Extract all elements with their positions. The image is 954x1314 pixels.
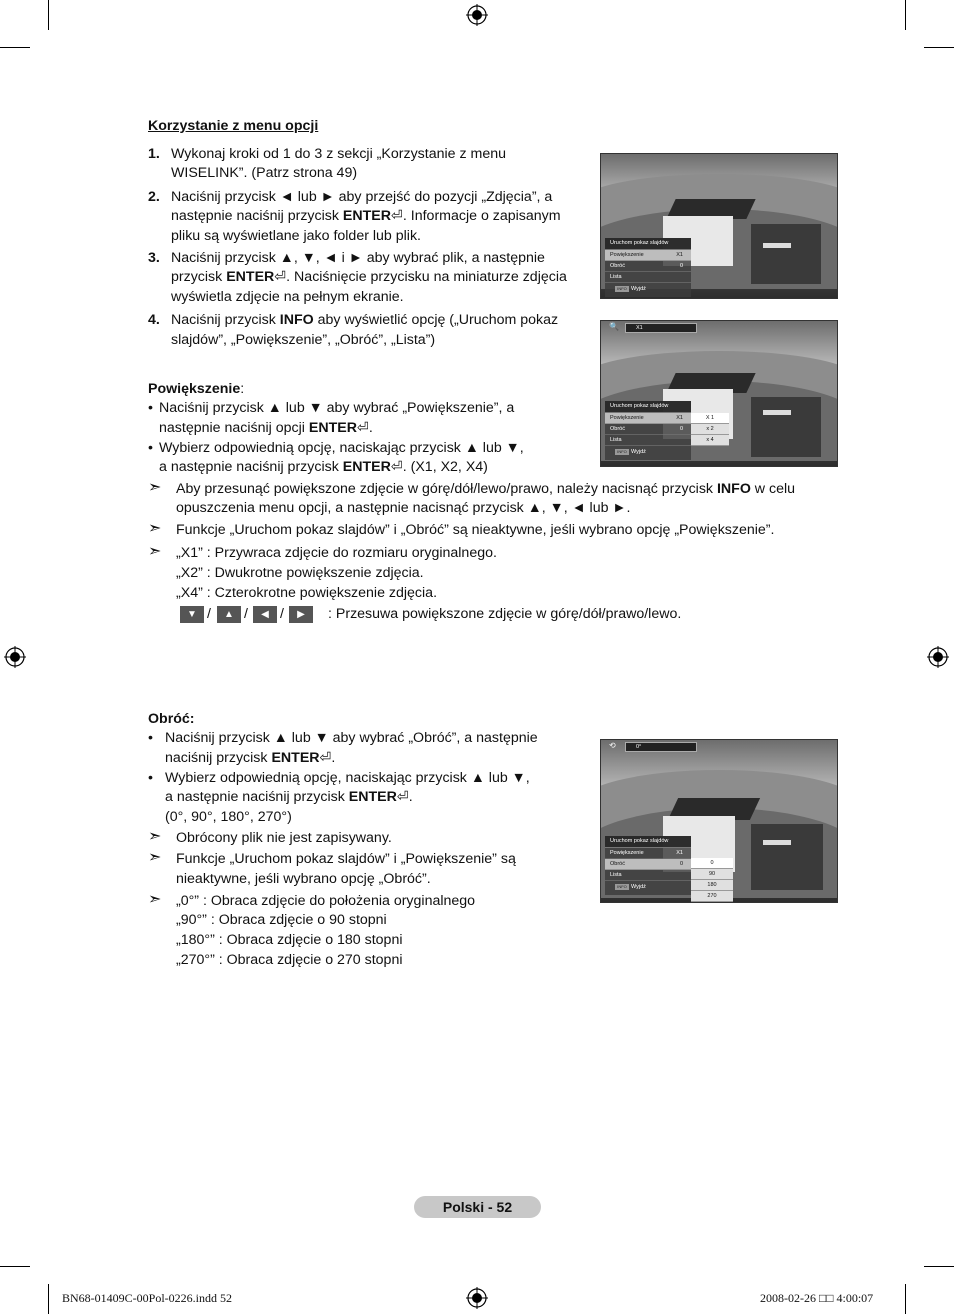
zoom-bullet-1-line-2: następnie naciśnij opcji ENTER⏎. [159, 420, 373, 436]
rotate-note-2-line-1: Funkcje „Uruchom pokaz slajdów” i „Powiększenie” są [176, 851, 516, 867]
nav-description: : Przesuwa powiększone zdjęcie w górę/dół/prawo/lewo. [328, 606, 682, 622]
tv-screenshot-options-menu [600, 153, 838, 299]
rotate-bullet-1-line-2: naciśnij przycisk ENTER⏎. [165, 750, 336, 766]
step-1: 1. Wykonaj kroki od 1 do 3 z sekcji „Korzystanie z menu WISELINK”. (Patrz strona 49) [148, 146, 506, 181]
zoom-note-1-line-1: Aby przesunąć powiększone zdjęcie w górę/dół/lewo/prawo, należy nacisnąć przycisk INFO w celu [176, 481, 796, 497]
nav-separator: / [280, 606, 284, 622]
osd-options-menu: Uruchom pokaz slajdów Powiększenie X1 Obróć 0 Lista INFO Wyjdź [605, 401, 691, 460]
zoom-note-1-line-2: opuszczenia menu opcji, a następnie nacisnąć przycisk ▲, ▼, ◄ lub ►. [176, 500, 631, 516]
bullet-icon: • [148, 770, 153, 786]
tv-screenshot-rotate [600, 739, 838, 903]
magnifier-icon: 🔍 [609, 322, 619, 331]
osd-zoom-options: X 1 x 2 x 4 [691, 413, 729, 446]
note-arrow-icon: ➣ [148, 520, 162, 537]
down-button-icon: ▼ [180, 606, 204, 623]
note-arrow-icon: ➣ [148, 891, 162, 908]
osd-rotate-indicator: ⟲ 0° [601, 740, 837, 752]
zoom-note-3-line-3: „X4” : Czterokrotne powiększenie zdjęcia. [176, 585, 438, 601]
zoom-note-3-line-2: „X2” : Dwukrotne powiększenie zdjęcia. [176, 565, 424, 581]
crop-mark [924, 1266, 954, 1267]
registration-mark-icon [466, 4, 488, 26]
nav-separator: / [244, 606, 248, 622]
zoom-bullet-2-line-2: a następnie naciśnij przycisk ENTER⏎. (X1, X2, X4) [159, 459, 488, 475]
bullet-icon: • [148, 400, 153, 416]
registration-mark-icon [4, 646, 26, 668]
rotate-note-3-line-2: „90°” : Obraca zdjęcie o 90 stopni [176, 912, 387, 928]
crop-mark [905, 1284, 906, 1314]
rotate-note-1: Obrócony plik nie jest zapisywany. [176, 830, 392, 846]
nav-separator: / [207, 606, 211, 622]
zoom-note-3-line-1: „X1” : Przywraca zdjęcie do rozmiaru oryginalnego. [176, 545, 497, 561]
enter-button-label: ENTER [342, 208, 391, 224]
rotate-note-2-line-2: nieaktywne, jeśli wybrano opcję „Obróć”. [176, 871, 431, 887]
registration-mark-icon [927, 646, 949, 668]
rotate-note-3-line-4: „270°” : Obraca zdjęcie o 270 stopni [176, 952, 403, 968]
tv-logo-tag [763, 840, 791, 845]
step-3: 3. Naciśnij przycisk ▲, ▼, ◄ i ► aby wybrać plik, a następnie przycisk ENTER⏎. Naciśnięcie przycisku na miniaturze zdjęcia wyświetla zdjęcie na pełnym ekranie. [148, 250, 567, 305]
tv-logo-tag [763, 243, 791, 248]
enter-icon: ⏎ [390, 459, 403, 475]
step-2: 2. Naciśnij przycisk ◄ lub ► aby przejść do pozycji „Zdjęcia”, a następnie naciśnij przycisk ENTER⏎. Informacje o zapisanym pliku są wyświetlane jako folder lub plik. [148, 189, 561, 244]
left-button-icon: ◀ [253, 606, 277, 623]
crop-mark [48, 1284, 49, 1314]
osd-options-menu: Uruchom pokaz slajdów Powiększenie X1 Obróć 0 Lista INFO Wyjdź [605, 238, 691, 297]
bullet-icon: • [148, 730, 153, 746]
crop-mark [0, 1266, 30, 1267]
tv-screenshot-zoom [600, 320, 838, 467]
bullet-icon: • [148, 440, 153, 456]
zoom-bullet-1-line-1: Naciśnij przycisk ▲ lub ▼ aby wybrać „Powiększenie”, a [159, 400, 515, 416]
osd-zoom-indicator: 🔍 X1 [601, 321, 837, 333]
step-4: 4. Naciśnij przycisk INFO aby wyświetlić opcję („Uruchom pokaz slajdów”, „Powiększenie”, „Obróć”, „Lista”) [148, 312, 559, 348]
rotate-note-3-line-1: „0°” : Obraca zdjęcie do położenia oryginalnego [176, 893, 476, 909]
registration-mark-icon [466, 1287, 488, 1309]
rotate-bullet-2-line-1: Wybierz odpowiednią opcję, naciskając przycisk ▲ lub ▼, [165, 770, 530, 786]
up-button-icon: ▲ [217, 606, 241, 623]
osd-rotate-options: 0 90 180 270 [691, 858, 733, 902]
enter-icon: ⏎ [274, 269, 287, 285]
rotate-bullet-2-line-2: a następnie naciśnij przycisk ENTER⏎. [165, 789, 413, 805]
right-button-icon: ▶ [289, 606, 313, 623]
enter-icon: ⏎ [396, 789, 409, 805]
rotate-title: Obróć: [148, 711, 195, 727]
footer-filename: BN68-01409C-00Pol-0226.indd 52 [62, 1291, 233, 1305]
rotate-icon: ⟲ [609, 741, 616, 750]
note-arrow-icon: ➣ [148, 828, 162, 845]
enter-icon: ⏎ [391, 208, 403, 224]
tv-logo-tag [763, 410, 791, 415]
note-arrow-icon: ➣ [148, 479, 162, 496]
rotate-bullet-1-line-1: Naciśnij przycisk ▲ lub ▼ aby wybrać „Obróć”, a następnie [165, 730, 538, 746]
zoom-note-2: Funkcje „Uruchom pokaz slajdów” i „Obróć” są nieaktywne, jeśli wybrano opcję „Powiększenie”. [176, 522, 775, 538]
crop-mark [905, 0, 906, 30]
zoom-bullet-2-line-1: Wybierz odpowiednią opcję, naciskając przycisk ▲ lub ▼, [159, 440, 524, 456]
enter-button-label: ENTER [226, 269, 275, 285]
note-arrow-icon: ➣ [148, 849, 162, 866]
rotate-note-3-line-3: „180°” : Obraca zdjęcie o 180 stopni [176, 932, 403, 948]
zoom-title: Powiększenie: [148, 381, 245, 397]
enter-icon: ⏎ [319, 750, 332, 766]
crop-mark [48, 0, 49, 30]
page-number: Polski - 52 [414, 1196, 541, 1218]
osd-options-menu: Uruchom pokaz slajdów Powiększenie X1 Obróć 0 Lista INFO Wyjdź [605, 836, 691, 895]
rotate-bullet-2-line-3: (0°, 90°, 180°, 270°) [165, 809, 292, 825]
section-heading: Korzystanie z menu opcji [148, 118, 319, 134]
crop-mark [924, 47, 954, 48]
crop-mark [0, 47, 30, 48]
note-arrow-icon: ➣ [148, 543, 162, 560]
enter-icon: ⏎ [356, 420, 369, 436]
footer-timestamp: 2008-02-26 □□ 4:00:07 [760, 1291, 874, 1305]
